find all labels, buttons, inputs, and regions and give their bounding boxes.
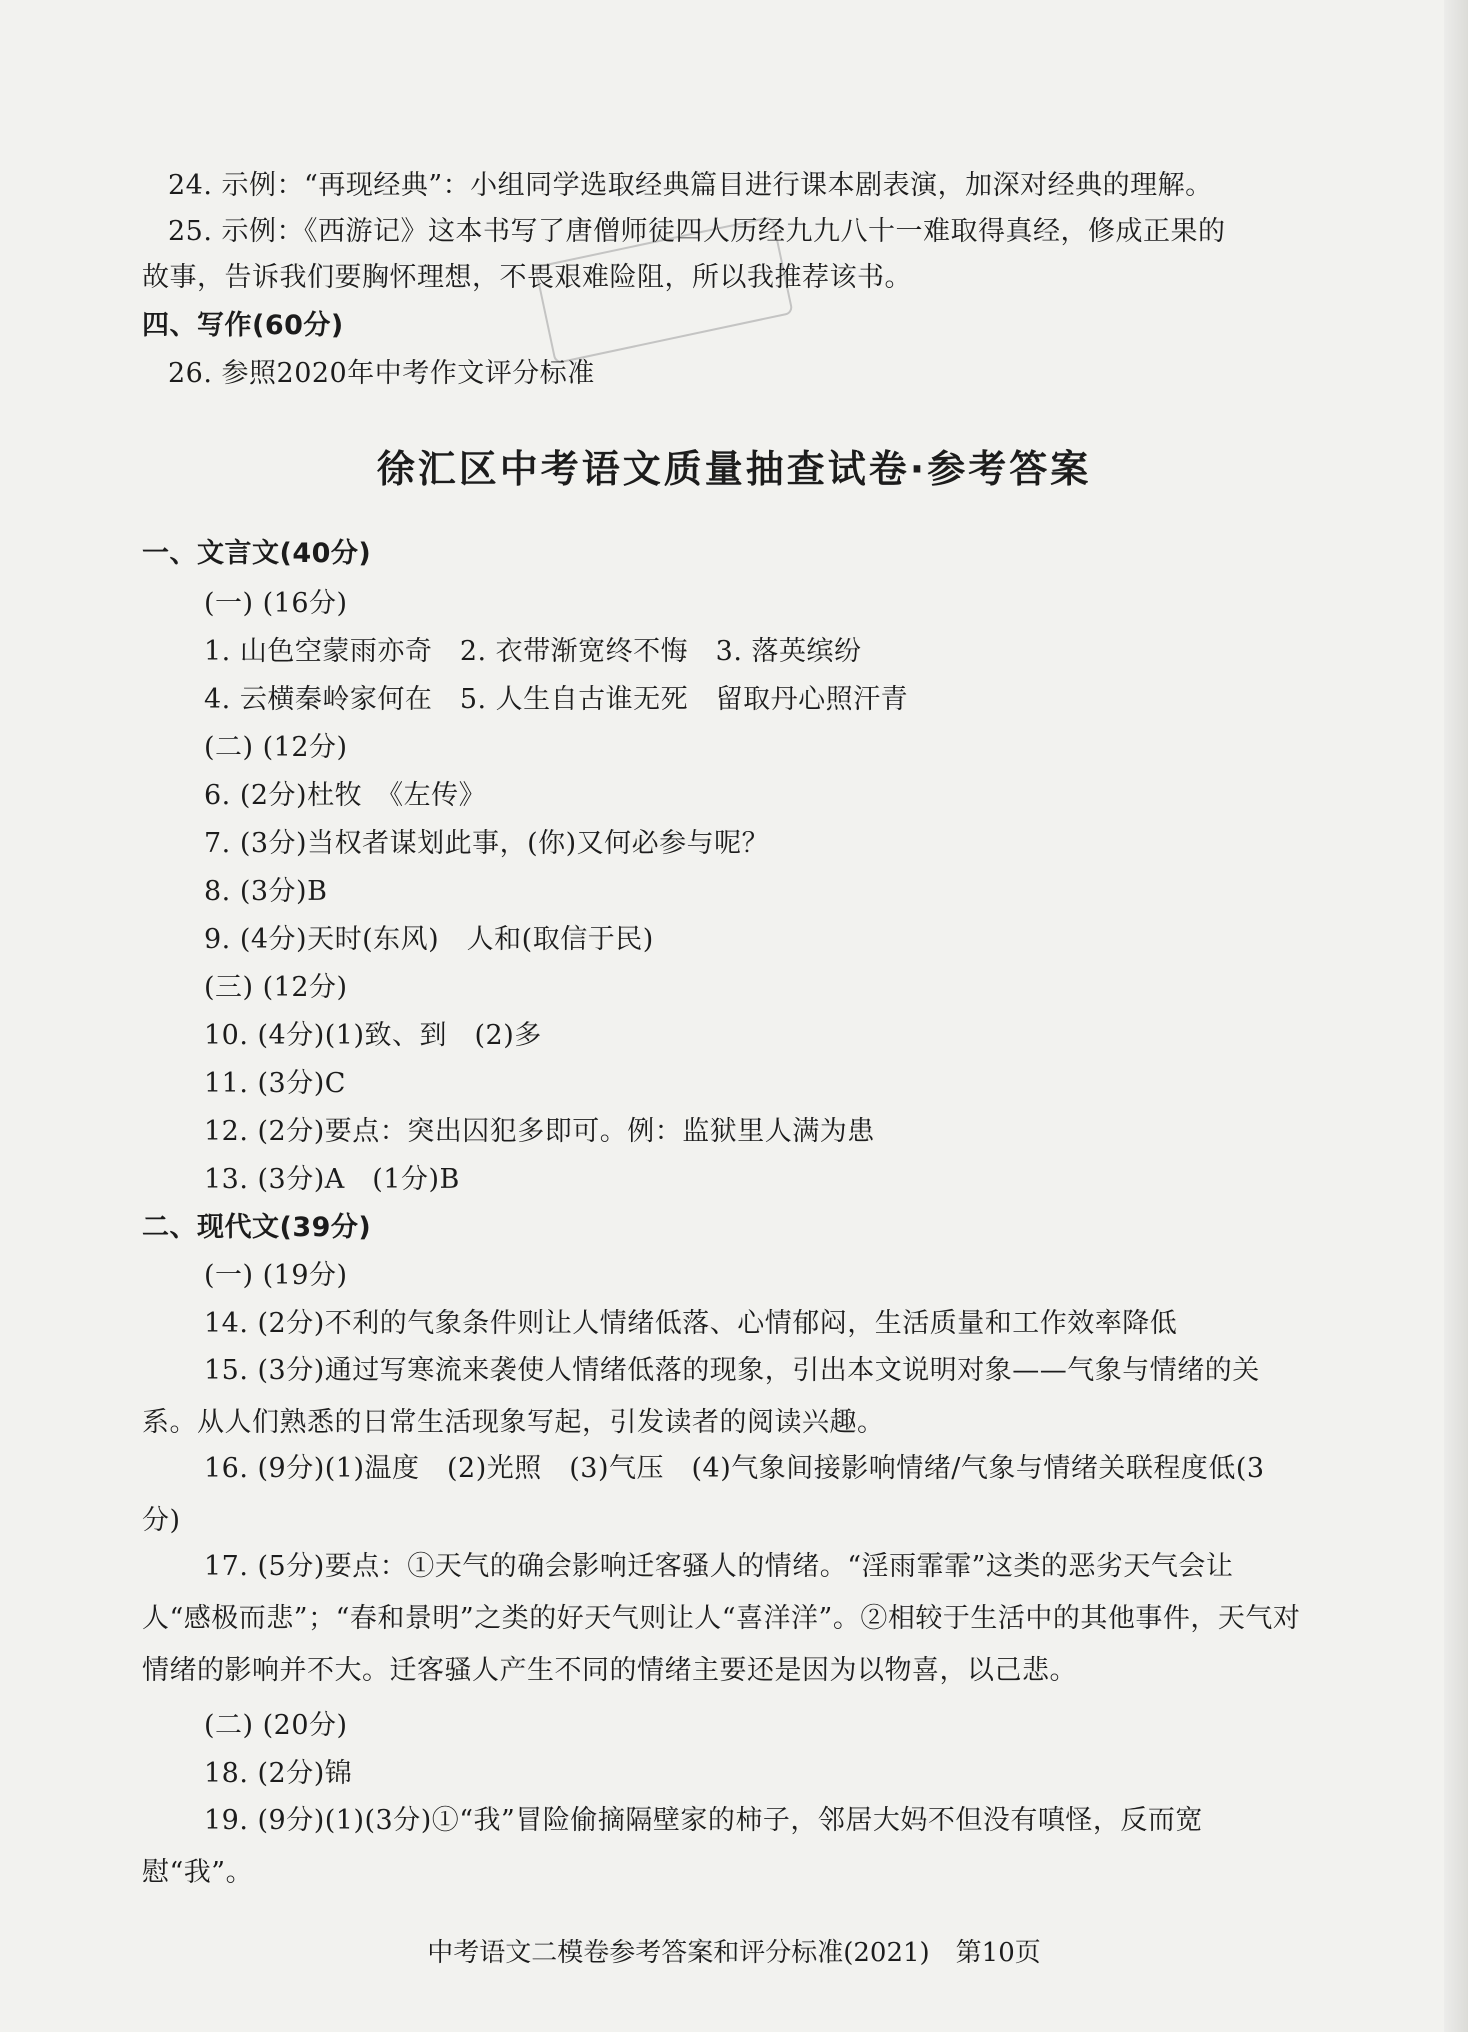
answer-25-line1: 25. 示例：《西游记》这本书写了唐僧师徒四人历经九九八十一难取得真经，修成正果的 bbox=[168, 216, 1226, 247]
answer-16: 16. (9分)(1)温度 (2)光照 (3)气压 (4)气象间接影响情绪/气象与情绪关联程度低(3分) bbox=[142, 1453, 1265, 1536]
answer-17: 17. (5分)要点：①天气的确会影响迁客骚人的情绪。“淫雨霏霏”这类的恶劣天气会让人“感极而悲”；“春和景明”之类的好天气则让人“喜洋洋”。②相较于生活中的其他事件，天气对情绪的影响并不大。迁客骚人产生不同的情绪主要还是因为以物喜，以己悲。 bbox=[142, 1551, 1301, 1686]
answer-19: 19. (9分)(1)(3分)①“我”冒险偷摘隔壁家的柿子，邻居大妈不但没有嗔怪，反而宽慰“我”。 bbox=[142, 1805, 1203, 1888]
part-4-heading: (一) (19分) bbox=[204, 1260, 348, 1291]
answer-13: 13. (3分)A (1分)B bbox=[204, 1164, 460, 1195]
scan-edge bbox=[1444, 0, 1468, 2032]
part-1-heading: (一) (16分) bbox=[204, 588, 348, 619]
answer-25-line2: 故事，告诉我们要胸怀理想，不畏艰难险阻，所以我推荐该书。 bbox=[142, 262, 912, 293]
answer-8: 8. (3分)B bbox=[204, 876, 328, 907]
section-classical-heading: 一、文言文(40分) bbox=[142, 538, 372, 569]
answer-1-3: 1. 山色空蒙雨亦奇 2. 衣带渐宽终不悔 3. 落英缤纷 bbox=[204, 636, 862, 667]
answer-4-5: 4. 云横秦岭家何在 5. 人生自古谁无死 留取丹心照汗青 bbox=[204, 684, 909, 715]
part-5-heading: (二) (20分) bbox=[204, 1710, 348, 1741]
answer-18: 18. (2分)锦 bbox=[204, 1758, 353, 1789]
answer-12: 12. (2分)要点：突出囚犯多即可。例：监狱里人满为患 bbox=[204, 1116, 875, 1147]
answer-24: 24. 示例：“再现经典”：小组同学选取经典篇目进行课本剧表演，加深对经典的理解。 bbox=[168, 170, 1213, 201]
answer-14: 14. (2分)不利的气象条件则让人情绪低落、心情郁闷，生活质量和工作效率降低 bbox=[204, 1308, 1178, 1339]
answer-7: 7. (3分)当权者谋划此事，(你)又何必参与呢？ bbox=[204, 828, 770, 859]
answer-6: 6. (2分)杜牧 《左传》 bbox=[204, 780, 487, 811]
answer-11: 11. (3分)C bbox=[204, 1068, 346, 1099]
section-modern-heading: 二、现代文(39分) bbox=[142, 1212, 372, 1243]
answer-9: 9. (4分)天时(东风) 人和(取信于民) bbox=[204, 924, 654, 955]
answer-26: 26. 参照2020年中考作文评分标准 bbox=[168, 358, 595, 389]
section-writing-heading: 四、写作(60分) bbox=[142, 310, 344, 341]
answer-10: 10. (4分)(1)致、到 (2)多 bbox=[204, 1020, 542, 1051]
part-2-heading: (二) (12分) bbox=[204, 732, 348, 763]
answer-15: 15. (3分)通过写寒流来袭使人情绪低落的现象，引出本文说明对象——气象与情绪的关系。从人们熟悉的日常生活现象写起，引发读者的阅读兴趣。 bbox=[142, 1355, 1260, 1438]
page-footer: 中考语文二模卷参考答案和评分标准(2021) 第10页 bbox=[427, 1938, 1041, 1968]
part-3-heading: (三) (12分) bbox=[204, 972, 348, 1003]
page-title: 徐汇区中考语文质量抽查试卷·参考答案 bbox=[376, 447, 1092, 491]
